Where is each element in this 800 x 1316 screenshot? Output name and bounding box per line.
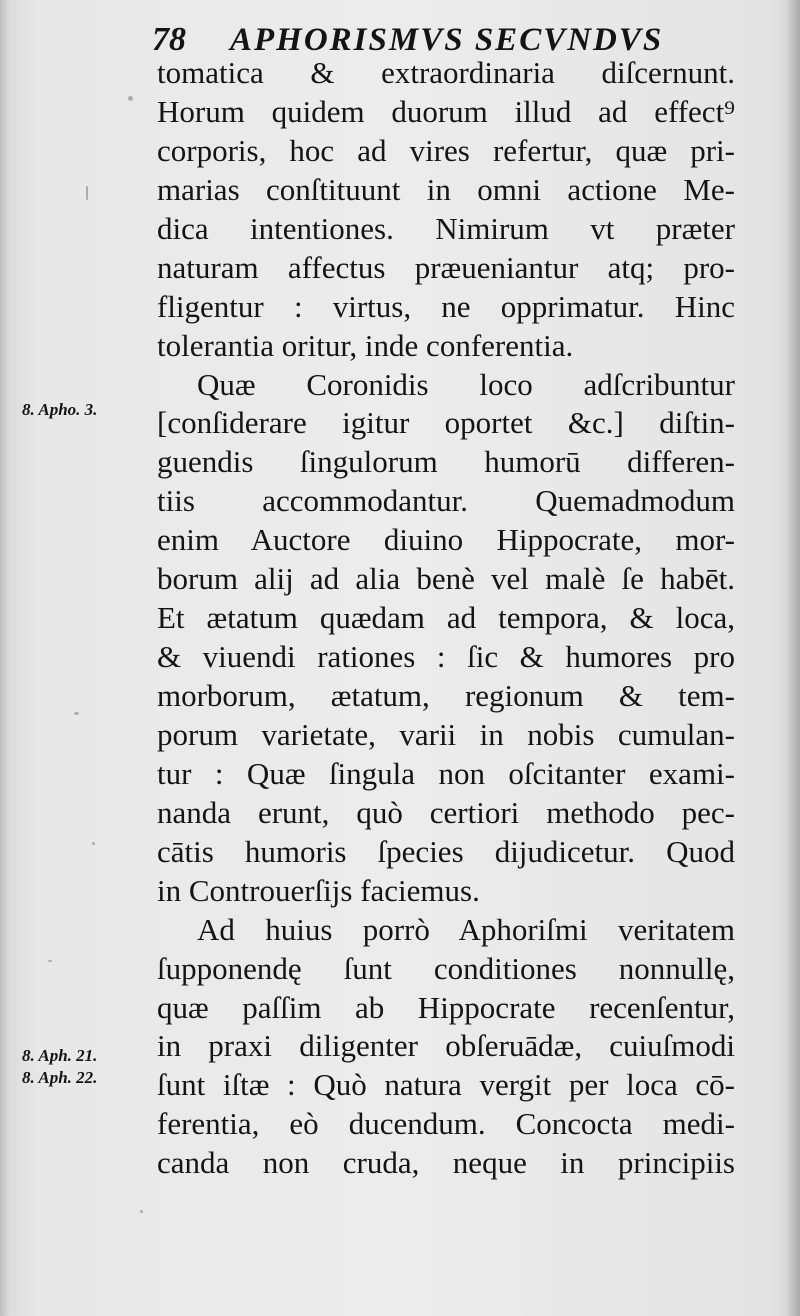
text-line: tur : Quæ ſingula non oſcitanter exami- bbox=[157, 755, 735, 791]
text-line: Et ætatum quædam ad tempora, & loca, bbox=[157, 600, 735, 636]
marginal-reference: 8. Aph. 22. bbox=[22, 1068, 98, 1087]
page-edge-shadow bbox=[786, 0, 800, 1316]
text-line: corporis, hoc ad vires refertur, quæ pri- bbox=[157, 132, 735, 168]
paper-speck bbox=[128, 96, 133, 101]
text-line: ſunt iſtæ : Quò natura vergit per loca cō- bbox=[157, 1067, 735, 1103]
text-line: dica intentiones. Nimirum vt præter bbox=[157, 210, 735, 246]
text-line: fligentur : virtus, ne opprimatur. Hinc bbox=[157, 288, 735, 324]
text-line: nanda erunt, quò certiori methodo pec- bbox=[157, 794, 735, 830]
text-line: canda non cruda, neque in principiis bbox=[157, 1145, 735, 1181]
paper-speck bbox=[74, 712, 79, 715]
text-line: tolerantia oritur, inde conferentia. bbox=[157, 327, 574, 363]
text-line: tomatica & extraordinaria diſcernunt. bbox=[157, 55, 735, 90]
text-line: [conſiderare igitur oportet &c.] diſtin- bbox=[157, 405, 735, 441]
text-line: naturam affectus præueniantur atq; pro- bbox=[157, 249, 735, 285]
paper-speck bbox=[140, 1210, 143, 1213]
paper-speck bbox=[48, 960, 52, 962]
text-line: Quæ Coronidis loco adſcribuntur bbox=[197, 366, 735, 402]
page-number: 78 bbox=[152, 21, 186, 58]
text-line: quæ paſſim ab Hippocrate recenſentur, bbox=[157, 989, 735, 1025]
text-line: marias conſtituunt in omni actione Me- bbox=[157, 171, 735, 207]
paper-speck bbox=[86, 186, 88, 200]
text-line: in praxi diligenter obſeruādæ, cuiuſmodi bbox=[157, 1028, 735, 1064]
text-line: porum varietate, varii in nobis cumulan- bbox=[157, 716, 735, 752]
text-line: morborum, ætatum, regionum & tem- bbox=[157, 678, 735, 713]
paper-speck bbox=[92, 842, 95, 845]
body-text bbox=[157, 54, 735, 1183]
text-line: enim Auctore diuino Hippocrate, mor- bbox=[157, 522, 735, 558]
text-line: ferentia, eò ducendum. Concocta medi- bbox=[157, 1106, 735, 1142]
text-line: tiis accommodantur. Quemadmodum bbox=[157, 483, 735, 519]
text-line: Ad huius porrò Aphoriſmi veritatem bbox=[197, 911, 735, 947]
text-line: ſupponendę ſunt conditiones nonnullę, bbox=[157, 950, 735, 986]
running-title: APHORISMVS SECVNDVS bbox=[230, 22, 664, 58]
text-line: Horum quidem duorum illud ad effect⁹ bbox=[157, 93, 735, 129]
text-line: cātis humoris ſpecies dijudicetur. Quod bbox=[157, 833, 735, 869]
page-gutter-shadow bbox=[0, 0, 10, 1316]
text-line: guendis ſingulorum humorū differen- bbox=[157, 444, 735, 480]
text-line: in Controuerſijs faciemus. bbox=[157, 872, 480, 908]
text-line: & viuendi rationes : ſic & humores pro bbox=[157, 639, 735, 675]
text-line: borum alij ad alia benè vel malè ſe habēt. bbox=[157, 561, 735, 597]
marginal-reference: 8. Apho. 3. bbox=[22, 400, 98, 419]
marginal-reference: 8. Aph. 21. bbox=[22, 1046, 98, 1065]
